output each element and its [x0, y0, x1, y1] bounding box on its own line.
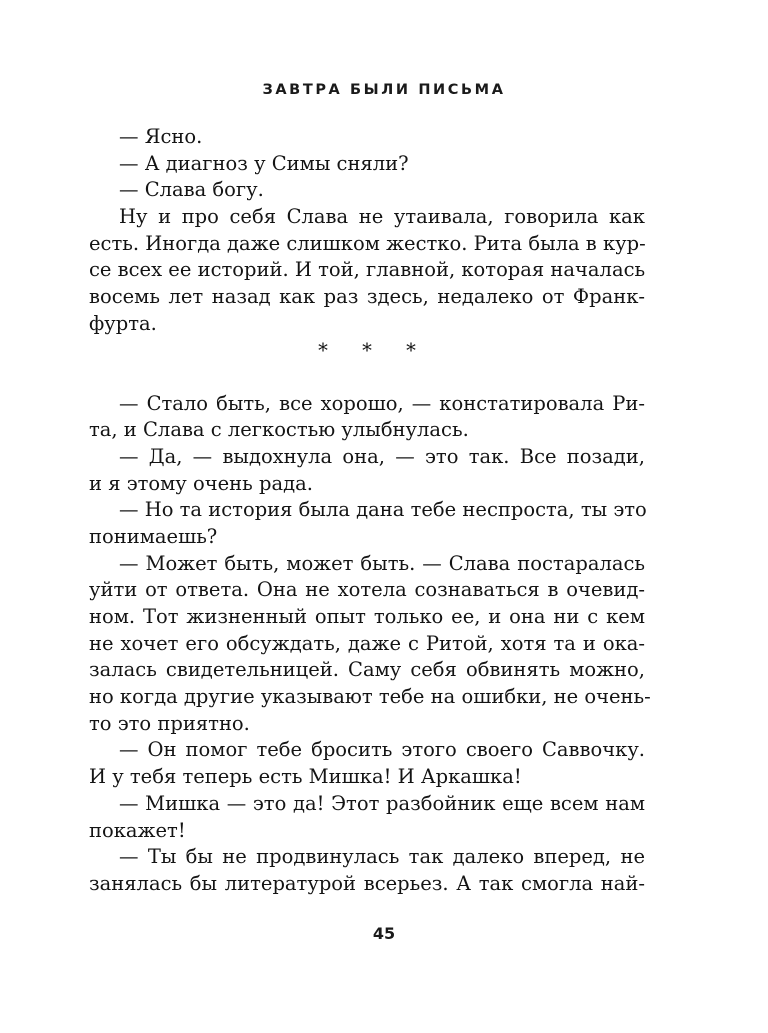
text-line: — Да, — выдохнула она, — это так. Все позади,: [119, 444, 645, 468]
text-line: — Может быть, может быть. — Слава постаралась: [119, 551, 645, 575]
text-line: — А диагноз у Симы сняли?: [119, 151, 409, 175]
text-line: покажет!: [89, 818, 186, 842]
text-line: то это приятно.: [89, 711, 250, 735]
text-line: понимаешь?: [89, 524, 218, 548]
text-line: залась свидетельницей. Саму себя обвинять можно,: [89, 658, 645, 682]
text-line: — Слава богу.: [119, 178, 264, 202]
text-line: фурта.: [89, 311, 157, 335]
scene-break-separator: * * *: [318, 338, 430, 362]
body-text: [89, 124, 651, 898]
text-line: и я этому очень рада.: [89, 471, 313, 495]
text-line: та, и Слава с легкостью улыбнулась.: [89, 418, 469, 442]
text-line: — Ты бы не продвинулась так далеко вперед, не: [119, 845, 645, 869]
text-line: но когда другие указывают тебе на ошибки, не очень-: [89, 685, 651, 709]
page-number: 45: [372, 924, 396, 943]
text-line: ном. Тот жизненный опыт только ее, и она ни с кем: [89, 605, 645, 628]
text-line: — Он помог тебе бросить этого своего Саввочку.: [119, 738, 645, 762]
text-line: — Мишка — это да! Этот разбойник еще всем нам: [119, 791, 645, 815]
text-line: занялась бы литературой всерьез. А так смогла най-: [89, 871, 645, 895]
text-line: — Ясно.: [119, 125, 203, 148]
text-line: уйти от ответа. Она не хотела сознаваться в очевид-: [89, 578, 645, 602]
text-line: И у тебя теперь есть Мишка! И Аркашка!: [89, 765, 522, 789]
text-line: восемь лет назад как раз здесь, недалеко от Франк-: [89, 285, 645, 309]
text-line: — Но та история была дана тебе неспроста, ты это: [119, 498, 647, 522]
text-line: не хочет его обсуждать, даже с Ритой, хотя та и ока-: [89, 631, 645, 655]
text-line: — Стало быть, все хорошо, — констатировала Ри-: [119, 391, 645, 415]
text-line: се всех ее историй. И той, главной, которая началась: [89, 258, 646, 282]
text-line: Ну и про себя Слава не утаивала, говорила как: [119, 205, 645, 229]
running-header: ЗАВТРА БЫЛИ ПИСЬМА: [262, 82, 506, 98]
text-line: есть. Иногда даже слишком жестко. Рита была в кур-: [89, 231, 646, 255]
